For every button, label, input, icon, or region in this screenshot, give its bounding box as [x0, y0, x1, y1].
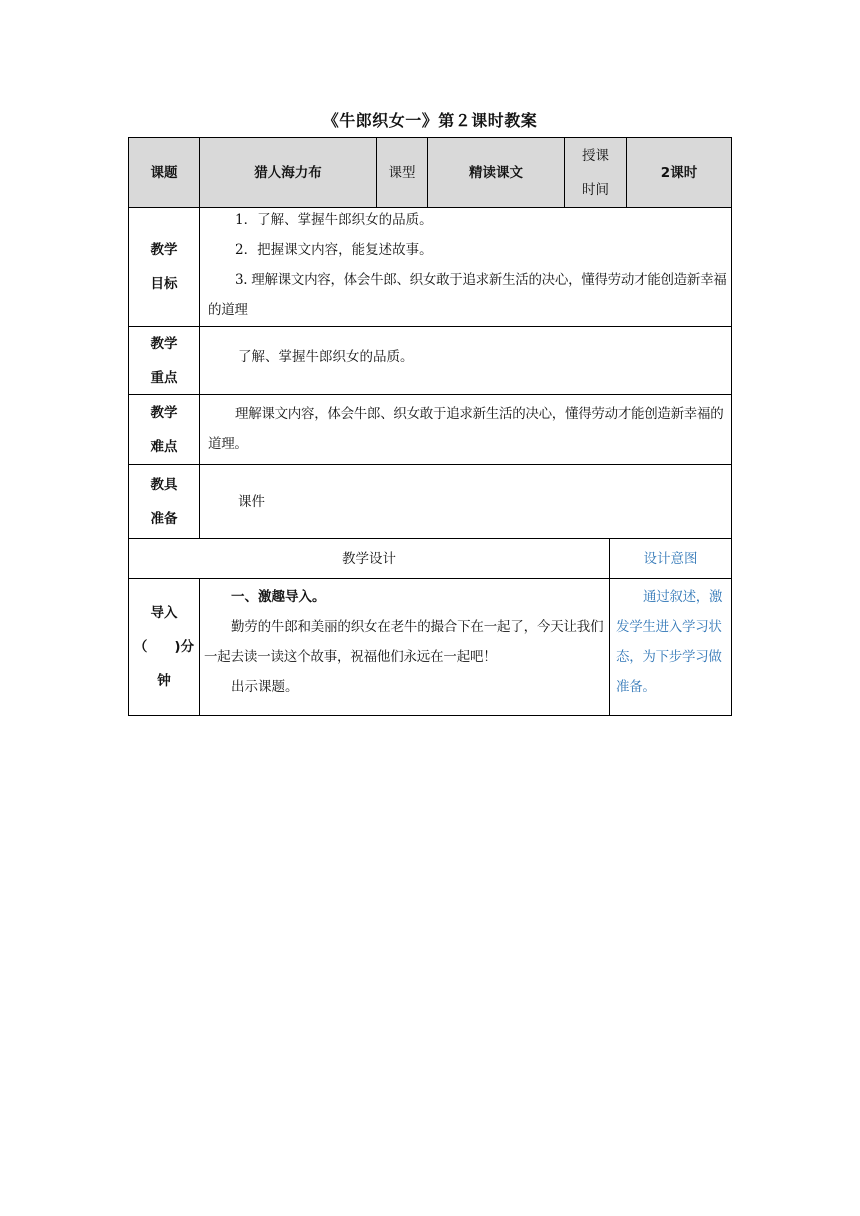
page-title: 《牛郎织女一》第２课时教案: [322, 111, 538, 130]
topic-label: 课题: [150, 164, 178, 181]
difficulties-text: 理解课文内容，体会牛郎、织女敢于追求新生活的决心，懂得劳动才能创造新幸福的道理。: [208, 406, 724, 452]
intro-label-line2: （ )分: [133, 639, 195, 655]
time-value: 2课时: [660, 164, 698, 181]
difficulties-label: [129, 395, 199, 464]
key-points-label-line1: 教学: [150, 335, 178, 352]
intent-header: 设计意图: [643, 550, 698, 567]
type-value: 精读课文: [469, 164, 523, 181]
materials-label: [129, 465, 199, 538]
materials-label-line1: 教具: [150, 476, 178, 493]
objective-item: 3. 理解课文内容，体会牛郎、织女敢于追求新生活的决心，懂得劳动才能创造新幸福的道理: [208, 272, 727, 318]
intro-intent-text: 通过叙述，激发学生进入学习状态，为下步学习做准备。: [616, 589, 723, 695]
intro-content: [204, 582, 610, 702]
time-label: [565, 138, 626, 207]
key-points-text: 了解、掌握牛郎织女的品质。: [238, 349, 414, 365]
intro-label-line1: 导入: [150, 605, 178, 621]
objectives-label: [129, 208, 199, 326]
objectives-label-line1: 教学: [150, 242, 178, 258]
intro-note: 出示课题。: [231, 679, 299, 695]
time-label-line2: 时间: [582, 181, 609, 198]
objectives-list: [208, 205, 733, 325]
objective-item: 1．了解、掌握牛郎织女的品质。: [235, 212, 433, 228]
key-points-label-line2: 重点: [150, 369, 178, 386]
difficulties-label-line2: 难点: [150, 438, 178, 455]
topic-value: 猎人海力布: [254, 164, 322, 181]
objectives-label-line2: 目标: [150, 276, 178, 292]
intro-label-line3: 钟: [157, 673, 171, 689]
objective-item: 2．把握课文内容，能复述故事。: [235, 242, 433, 258]
difficulties-label-line1: 教学: [150, 404, 178, 421]
materials-text: 课件: [238, 494, 265, 510]
time-label-line1: 授课: [582, 147, 609, 164]
type-label: 课型: [388, 164, 416, 181]
lesson-plan-table: [128, 137, 732, 716]
intro-text: 勤劳的牛郎和美丽的织女在老牛的撮合下在一起了，今天让我们一起去读一读这个故事，祝福他们永远在一起吧！: [204, 619, 604, 665]
intro-heading: 一、激趣导入。: [231, 589, 326, 605]
key-points-label: [129, 327, 199, 394]
intro-label: [129, 579, 199, 715]
design-header: 教学设计: [342, 550, 396, 567]
materials-label-line2: 准备: [150, 510, 178, 527]
